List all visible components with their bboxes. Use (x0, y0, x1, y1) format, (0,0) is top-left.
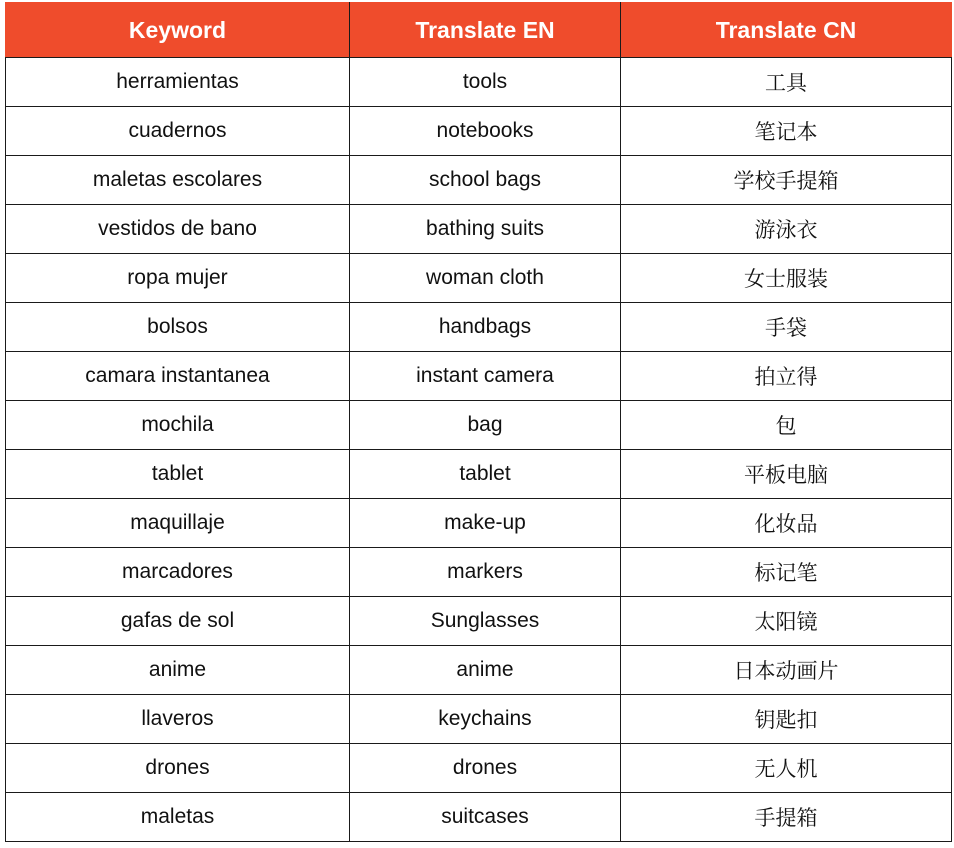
table-row (6, 744, 952, 793)
table-row (6, 303, 952, 352)
keyword-cell: mochila (6, 401, 350, 450)
keyword-cell: gafas de sol (6, 597, 350, 646)
keyword-cell: cuadernos (6, 107, 350, 156)
keyword-cell: ropa mujer (6, 254, 350, 303)
table-header (6, 3, 952, 58)
keyword-cell: camara instantanea (6, 352, 350, 401)
translate-en-cell: school bags (350, 156, 621, 205)
keyword-cell: bolsos (6, 303, 350, 352)
keyword-cell: tablet (6, 450, 350, 499)
translate-cn-cell: 女士服装 (621, 254, 952, 303)
table-row (6, 107, 952, 156)
header-translate-en: Translate EN (350, 3, 621, 58)
translate-en-cell: suitcases (350, 793, 621, 842)
translate-cn-cell: 学校手提箱 (621, 156, 952, 205)
translate-en-cell: keychains (350, 695, 621, 744)
translate-cn-cell: 游泳衣 (621, 205, 952, 254)
table-row (6, 793, 952, 842)
table-row (6, 450, 952, 499)
keyword-cell: maletas escolares (6, 156, 350, 205)
table-body (6, 58, 952, 842)
table-row (6, 156, 952, 205)
translate-en-cell: Sunglasses (350, 597, 621, 646)
table-row (6, 205, 952, 254)
translate-en-cell: woman cloth (350, 254, 621, 303)
header-row (6, 3, 952, 58)
translate-en-cell: drones (350, 744, 621, 793)
translate-en-cell: bag (350, 401, 621, 450)
translate-en-cell: instant camera (350, 352, 621, 401)
keyword-cell: drones (6, 744, 350, 793)
header-translate-cn: Translate CN (621, 3, 952, 58)
header-keyword: Keyword (6, 3, 350, 58)
keyword-cell: llaveros (6, 695, 350, 744)
translate-en-cell: tools (350, 58, 621, 107)
translate-cn-cell: 钥匙扣 (621, 695, 952, 744)
translate-cn-cell: 工具 (621, 58, 952, 107)
translate-cn-cell: 标记笔 (621, 548, 952, 597)
table-row (6, 401, 952, 450)
translate-cn-cell: 化妆品 (621, 499, 952, 548)
translate-en-cell: make-up (350, 499, 621, 548)
translate-cn-cell: 平板电脑 (621, 450, 952, 499)
translate-en-cell: notebooks (350, 107, 621, 156)
keyword-cell: anime (6, 646, 350, 695)
table-row (6, 499, 952, 548)
translate-cn-cell: 太阳镜 (621, 597, 952, 646)
table-row (6, 58, 952, 107)
table-row (6, 695, 952, 744)
table-row (6, 352, 952, 401)
translate-cn-cell: 无人机 (621, 744, 952, 793)
translate-cn-cell: 手提箱 (621, 793, 952, 842)
translate-cn-cell: 手袋 (621, 303, 952, 352)
table-row (6, 646, 952, 695)
translate-cn-cell: 拍立得 (621, 352, 952, 401)
translate-en-cell: markers (350, 548, 621, 597)
table-row (6, 597, 952, 646)
translate-en-cell: tablet (350, 450, 621, 499)
translate-en-cell: anime (350, 646, 621, 695)
translate-cn-cell: 日本动画片 (621, 646, 952, 695)
keyword-cell: maquillaje (6, 499, 350, 548)
keyword-cell: herramientas (6, 58, 350, 107)
translate-en-cell: bathing suits (350, 205, 621, 254)
table-row (6, 548, 952, 597)
keyword-cell: maletas (6, 793, 350, 842)
keyword-cell: vestidos de bano (6, 205, 350, 254)
keyword-translation-table (5, 2, 952, 842)
table-row (6, 254, 952, 303)
translate-cn-cell: 笔记本 (621, 107, 952, 156)
translate-en-cell: handbags (350, 303, 621, 352)
keyword-cell: marcadores (6, 548, 350, 597)
translate-cn-cell: 包 (621, 401, 952, 450)
